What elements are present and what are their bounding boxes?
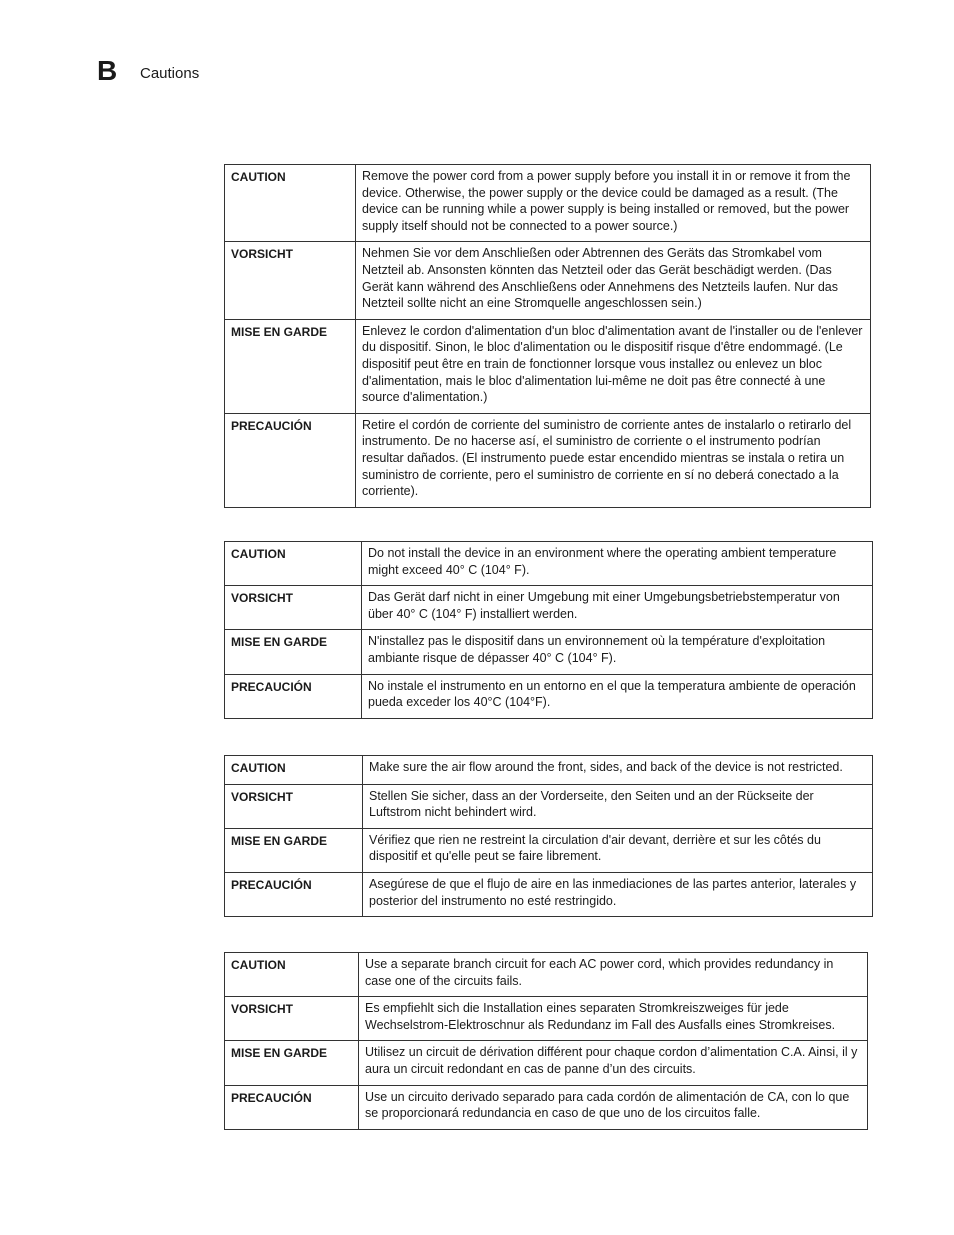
caution-text: N'installez pas le dispositif dans un environnement où la température d'exploitation ambiante risque de dépasser 40° C (104° F).	[362, 630, 873, 674]
table-row	[225, 953, 868, 997]
section-title: Cautions	[140, 65, 200, 82]
caution-label: MISE EN GARDE	[225, 630, 362, 674]
caution-label: CAUTION	[225, 756, 363, 785]
caution-label: PRECAUCIÓN	[225, 872, 363, 916]
caution-label: CAUTION	[225, 542, 362, 586]
caution-text: Asegúrese de que el flujo de aire en las inmediaciones de las partes anterior, laterales y posterior del instrumento no esté restringido.	[363, 872, 873, 916]
caution-label: CAUTION	[225, 165, 356, 242]
caution-label: MISE EN GARDE	[225, 828, 363, 872]
caution-text: Utilisez un circuit de dérivation différent pour chaque cordon d’alimentation C.A. Ainsi, il y aura un circuit redondant en cas de panne d’un des circuits.	[359, 1041, 868, 1085]
caution-text: Vérifiez que rien ne restreint la circulation d'air devant, derrière et sur les côtés du dispositif et qu'elle peut se faire librement.	[363, 828, 873, 872]
table-row	[225, 242, 871, 319]
caution-label: PRECAUCIÓN	[225, 1085, 359, 1129]
appendix-letter: B	[97, 55, 118, 86]
caution-label: MISE EN GARDE	[225, 1041, 359, 1085]
table-row	[225, 413, 871, 507]
caution-text: No instale el instrumento en un entorno en el que la temperatura ambiente de operación pueda exceder los 40°C (104°F).	[362, 674, 873, 718]
table-row	[225, 784, 873, 828]
table-row	[225, 756, 873, 785]
caution-text: Es empfiehlt sich die Installation eines separaten Stromkreiszweiges für jede Wechselstrom-Elektroschnur als Redundanz im Fall des Ausfalls eines Stromkreises.	[359, 997, 868, 1041]
caution-table-air-flow	[224, 755, 873, 917]
table-row	[225, 542, 873, 586]
caution-label: VORSICHT	[225, 784, 363, 828]
caution-text: Stellen Sie sicher, dass an der Vorderseite, den Seiten und an der Rückseite der Luftstrom nicht behindert wird.	[363, 784, 873, 828]
table-row	[225, 828, 873, 872]
caution-text: Enlevez le cordon d'alimentation d'un bloc d'alimentation avant de l'installer ou de l'enlever du dispositif. Sinon, le bloc d'alimentation ou le dispositif risque d'être endommagé. (Le dispositif peut être en train de fonctionner lorsque vous installez ou enlevez un bloc d'alimentation, mais le bloc d'alimentation lui-même ne doit pas être connecté à une source d'alimentation.)	[356, 319, 871, 413]
caution-label: VORSICHT	[225, 242, 356, 319]
caution-text: Do not install the device in an environment where the operating ambient temperature might exceed 40° C (104° F).	[362, 542, 873, 586]
table-row	[225, 319, 871, 413]
caution-text: Use a separate branch circuit for each AC power cord, which provides redundancy in case one of the circuits fails.	[359, 953, 868, 997]
caution-label: CAUTION	[225, 953, 359, 997]
table-row	[225, 674, 873, 718]
caution-text: Make sure the air flow around the front, sides, and back of the device is not restricted.	[363, 756, 873, 785]
caution-label: PRECAUCIÓN	[225, 413, 356, 507]
caution-label: MISE EN GARDE	[225, 319, 356, 413]
caution-text: Remove the power cord from a power supply before you install it in or remove it from the device. Otherwise, the power supply or the device could be damaged as a result. (The device can be running while a power supply is being installed or removed, but the power supply itself should not be connected to a power source.)	[356, 165, 871, 242]
caution-text: Use un circuito derivado separado para cada cordón de alimentación de CA, con lo que se proporcionará redundancia en caso de que uno de los circuitos falle.	[359, 1085, 868, 1129]
table-row	[225, 872, 873, 916]
table-row	[225, 1085, 868, 1129]
caution-text: Nehmen Sie vor dem Anschließen oder Abtrennen des Geräts das Stromkabel vom Netzteil ab. Ansonsten könnten das Netzteil oder das Gerät beschädigt werden. (Das Gerät kann während des Anschließens oder Annehmens des Netzteils laufen. Nur das Netzteil sollte nicht an eine Stromquelle angeschlossen sein.)	[356, 242, 871, 319]
caution-label: PRECAUCIÓN	[225, 674, 362, 718]
caution-table-power-cord	[224, 164, 871, 508]
table-row	[225, 997, 868, 1041]
caution-text: Das Gerät darf nicht in einer Umgebung mit einer Umgebungsbetriebstemperatur von über 40° C (104° F) installiert werden.	[362, 586, 873, 630]
caution-label: VORSICHT	[225, 997, 359, 1041]
caution-text: Retire el cordón de corriente del suministro de corriente antes de instalarlo o retirarlo del instrumento. De no hacerse así, el suministro de corriente o el instrumento podrían resultar dañados. (El instrumento puede estar encendido mientras se instala o retira un suministro de corriente, pero el suministro de corriente en sí no deberá conectado a la corriente).	[356, 413, 871, 507]
caution-label: VORSICHT	[225, 586, 362, 630]
caution-table-temperature	[224, 541, 873, 719]
table-row	[225, 165, 871, 242]
caution-table-branch-circuit	[224, 952, 868, 1130]
table-row	[225, 630, 873, 674]
table-row	[225, 1041, 868, 1085]
table-row	[225, 586, 873, 630]
